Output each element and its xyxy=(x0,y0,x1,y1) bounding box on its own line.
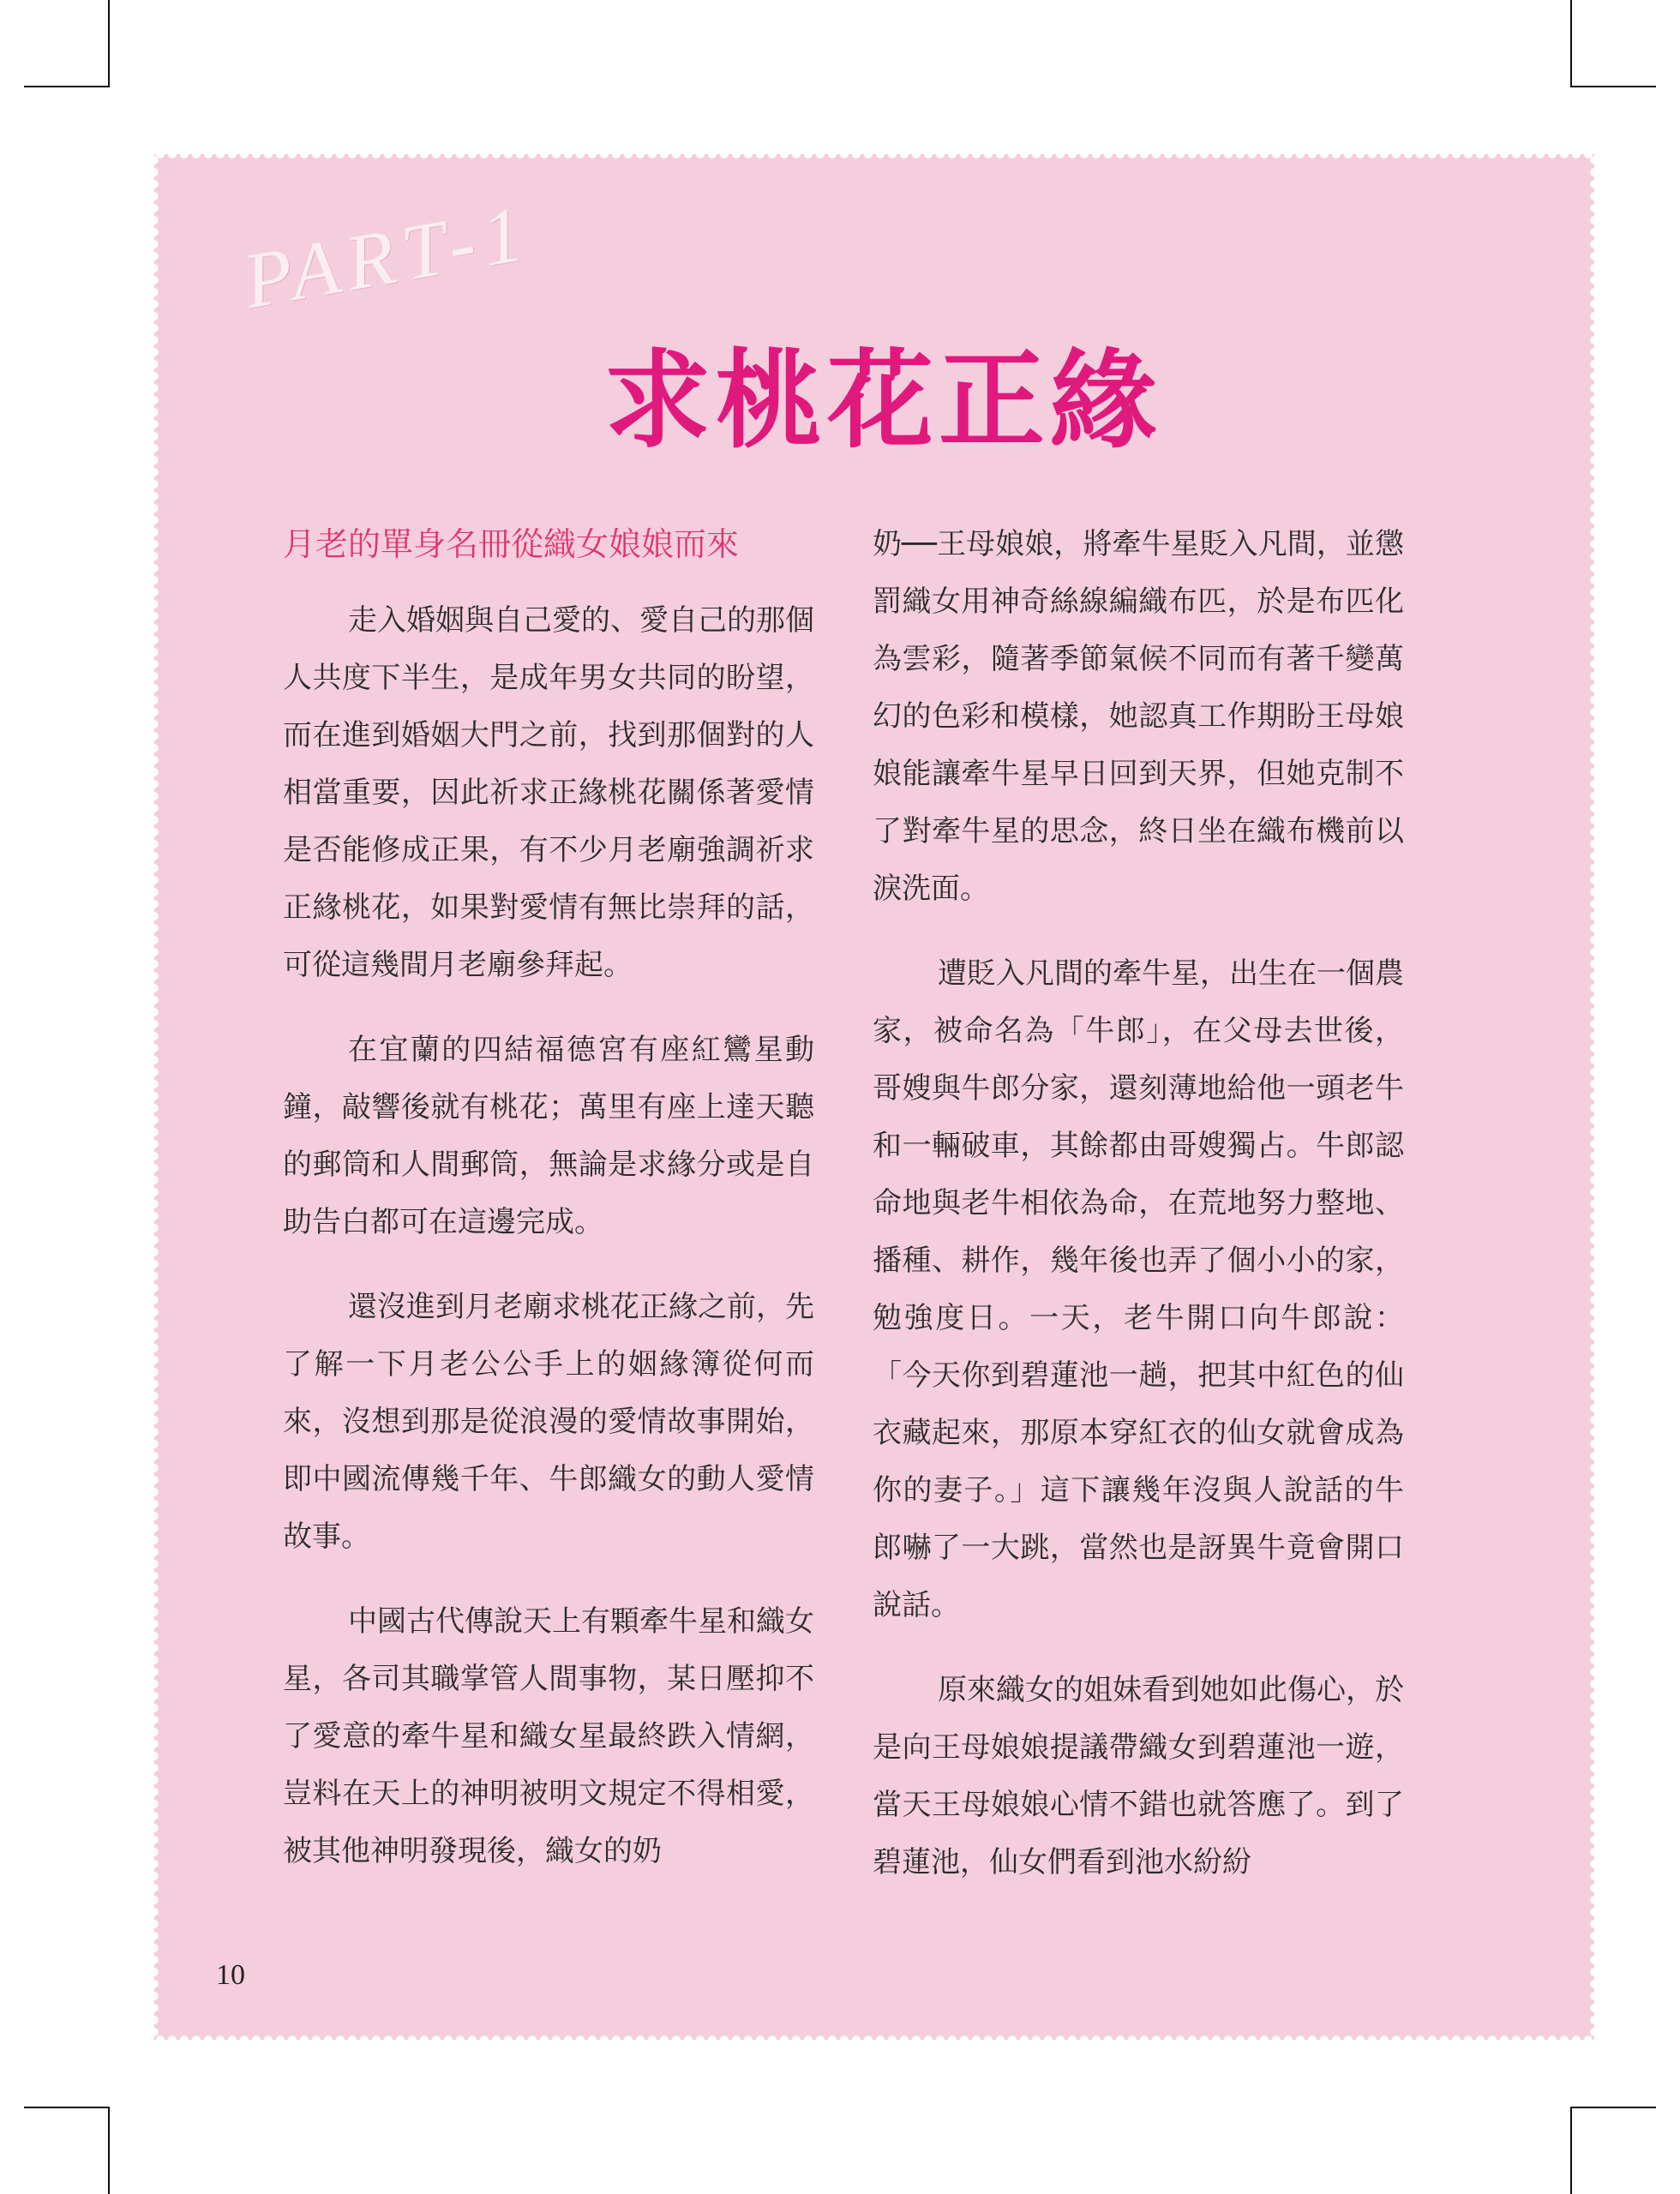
paragraph: 還沒進到月老廟求桃花正緣之前，先了解一下月老公公手上的姻緣簿從何而來，沒想到那是從浪漫的愛情故事開始，即中國流傳幾千年、牛郎織女的動人愛情故事。 xyxy=(283,1290,814,1554)
right-column xyxy=(873,516,1404,1919)
page-number: 10 xyxy=(216,1959,245,1991)
crop-mark xyxy=(1570,0,1572,87)
paragraph: 在宜蘭的四結福德宮有座紅鸞星動鐘，敲響後就有桃花；萬里有座上達天聽的郵筒和人間郵筒，無論是求緣分或是自助告白都可在這邊完成。 xyxy=(283,1033,814,1239)
crop-mark xyxy=(108,2107,110,2194)
paragraph: 奶──王母娘娘，將牽牛星貶入凡間，並懲罰織女用神奇絲線編織布匹，於是布匹化為雲彩，隨著季節氣候不同而有著千變萬幻的色彩和模樣，她認真工作期盼王母娘娘能讓牽牛星早日回到天界，但她克制不了對牽牛星的思念，終日坐在織布機前以淚洗面。 xyxy=(873,527,1404,906)
crop-mark xyxy=(108,0,110,87)
crop-mark xyxy=(1570,86,1656,87)
paragraph: 走入婚姻與自己愛的、愛自己的那個人共度下半生，是成年男女共同的盼望，而在進到婚姻大門之前，找到那個對的人相當重要，因此祈求正緣桃花關係著愛情是否能修成正果，有不少月老廟強調祈求正緣桃花，如果對愛情有無比崇拜的話，可從這幾間月老廟參拜起。 xyxy=(283,603,814,982)
crop-mark xyxy=(1570,2107,1572,2194)
paragraph: 遭貶入凡間的牽牛星，出生在一個農家，被命名為「牛郎」，在父母去世後，哥嫂與牛郎分家，還刻薄地給他一頭老牛和一輛破車，其餘都由哥嫂獨占。牛郎認命地與老牛相依為命，在荒地努力整地、播種、耕作，幾年後也弄了個小小的家，勉強度日。一天，老牛開口向牛郎說：「今天你到碧蓮池一趟，把其中紅色的仙衣藏起來，那原本穿紅衣的仙女就會成為你的妻子。」這下讓幾年沒與人說話的牛郎嚇了一大跳，當然也是訝異牛竟會開口說話。 xyxy=(873,956,1404,1622)
paragraph: 原來織女的姐妹看到她如此傷心，於是向王母娘娘提議帶織女到碧蓮池一遊，當天王母娘娘心情不錯也就答應了。到了碧蓮池，仙女們看到池水紛紛 xyxy=(873,1673,1404,1879)
section-subheading: 月老的單身名冊從織女娘娘而來 xyxy=(283,525,740,563)
page-title: 求桃花正緣 xyxy=(603,339,1161,463)
paragraph: 中國古代傳說天上有顆牽牛星和織女星，各司其職掌管人間事物，某日壓抑不了愛意的牽牛星和織女星最終跌入情網，豈料在天上的神明被明文規定不得相愛，被其他神明發現後，織女的奶 xyxy=(283,1604,814,1868)
crop-mark xyxy=(24,86,110,87)
crop-mark xyxy=(24,2107,110,2108)
part-label: PART-1 xyxy=(237,188,538,326)
content-card xyxy=(154,154,1594,2040)
crop-mark xyxy=(1570,2107,1656,2108)
left-column xyxy=(283,516,814,1908)
